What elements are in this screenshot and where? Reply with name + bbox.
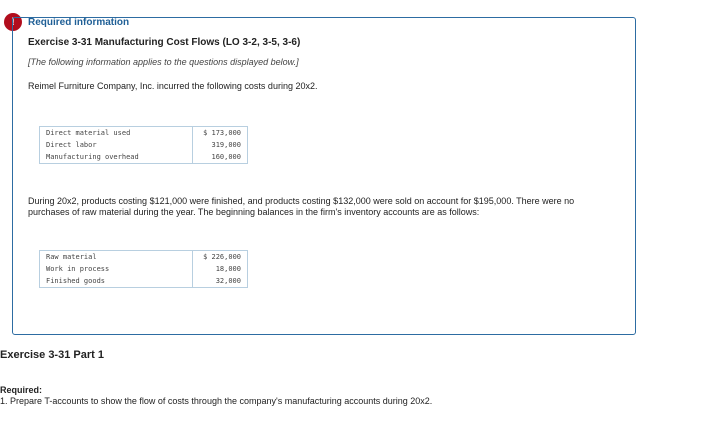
cost-amount: $ 173,000 — [193, 127, 248, 140]
costs-table — [39, 126, 248, 164]
table-row — [40, 251, 248, 264]
balance-amount: 32,000 — [193, 275, 248, 288]
table-row — [40, 139, 248, 151]
exercise-title: Exercise 3-31 Manufacturing Cost Flows (LO 3-2, 3-5, 3-6) — [28, 37, 301, 48]
balance-label: Finished goods — [46, 276, 106, 285]
during-paragraph: During 20x2, products costing $121,000 were finished, and products costing $132,000 were sold on account for $195,000. There were no purchases of raw material during the year. The beginning balances in the firm's inventory accounts are as follows: — [28, 196, 575, 217]
cost-amount: 160,000 — [193, 151, 248, 164]
cost-label: Manufacturing overhead — [46, 152, 139, 161]
balance-label: Raw material — [46, 253, 97, 262]
table-row — [40, 275, 248, 288]
required-text: 1. Prepare T-accounts to show the flow of costs through the company's manufacturing accounts during 20x2. — [0, 396, 433, 406]
table-row — [40, 127, 248, 140]
cost-label: Direct labor — [46, 140, 97, 149]
table-row — [40, 151, 248, 164]
cost-amount: 319,000 — [193, 139, 248, 151]
balance-label: Work in process — [46, 264, 110, 273]
intro-text: Reimel Furniture Company, Inc. incurred the following costs during 20x2. — [28, 81, 318, 91]
required-information-heading: Required information — [28, 17, 130, 28]
alert-icon: ! — [4, 13, 22, 31]
part-title: Exercise 3-31 Part 1 — [0, 349, 104, 361]
required-label: Required: — [0, 385, 43, 395]
beginning-balances-table — [39, 250, 248, 288]
table-row — [40, 263, 248, 275]
balance-amount: $ 226,000 — [193, 251, 248, 264]
info-note: [The following information applies to the questions displayed below.] — [28, 57, 299, 67]
cost-label: Direct material used — [46, 129, 131, 138]
balance-amount: 18,000 — [193, 263, 248, 275]
